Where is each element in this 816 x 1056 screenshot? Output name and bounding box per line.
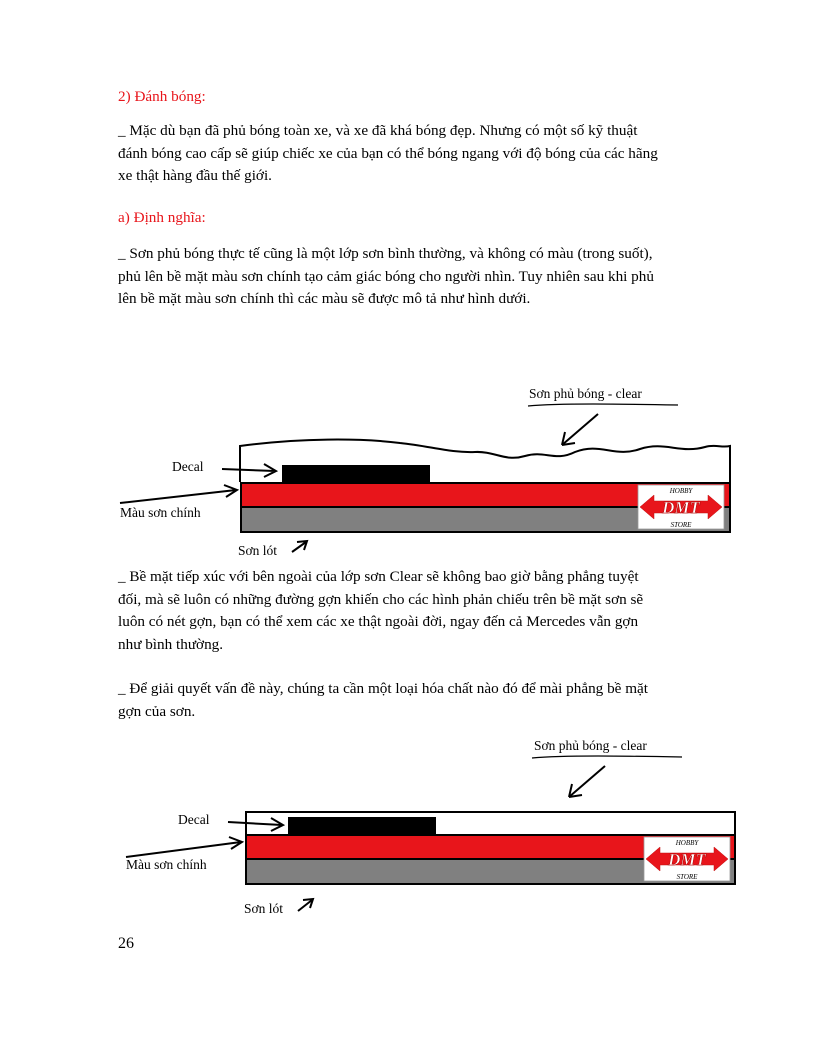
section-heading-polish: 2) Đánh bóng: [118,88,206,105]
paragraph-line: đối, mà sẽ luôn có những đường gợn khiến cho các hình phản chiếu trên bề mặt sơn sẽ [118,590,644,608]
main-color-label: Màu sơn chính [126,857,207,872]
main-color-label: Màu sơn chính [120,505,201,520]
logo-bottom-text: STORE [676,873,698,881]
clear-label-underline [532,756,682,758]
logo-middle-text: DMT [662,498,700,517]
paragraph-line: gợn của sơn. [118,702,196,720]
paragraph-line: như bình thường. [118,635,224,653]
paragraph-line: lên bề mặt màu sơn chính thì các màu sẽ được mô tả như hình dưới. [118,290,531,307]
primer-label: Sơn lót [238,543,278,558]
clear-arrow [569,766,605,797]
main-color-arrow [126,837,242,857]
decal-block [288,817,436,834]
hobby-dmt-store-logo [644,837,730,881]
paragraph-line: _ Mặc dù bạn đã phủ bóng toàn xe, và xe đã khá bóng đẹp. Nhưng có một số kỹ thuật [118,122,638,139]
paragraph-line: xe thật hàng đầu thế giới. [118,167,272,184]
primer-label: Sơn lót [244,901,284,916]
logo-top-text: HOBBY [669,487,693,495]
decal-label: Decal [178,812,210,827]
logo-middle-text: DMT [668,850,706,869]
primer-arrow [298,899,313,911]
clear-coat-label: Sơn phủ bóng - clear [529,386,642,401]
clear-coat-label: Sơn phủ bóng - clear [534,738,647,753]
paragraph-line: _ Bề mặt tiếp xúc với bên ngoài của lớp sơn Clear sẽ không bao giờ bằng phẳng tuyệt [118,568,639,585]
decal-label: Decal [172,459,204,474]
page-number: 26 [118,935,134,952]
paragraph-line: phủ lên bề mặt màu sơn chính tạo cảm giác bóng cho người nhìn. Tuy nhiên sau khi phủ [118,267,654,285]
paragraph-line: luôn có nét gợn, bạn có thể xem các xe thật ngoài đời, ngay đến cả Mercedes vẫn gợn [118,613,639,630]
paragraph-line: _ Sơn phủ bóng thực tế cũng là một lớp sơn bình thường, và không có màu (trong suốt), [118,245,653,262]
section-heading-definition: a) Định nghĩa: [118,209,206,226]
paragraph-line: đánh bóng cao cấp sẽ giúp chiếc xe của bạn có thể bóng ngang với độ bóng của các hãng [118,144,658,162]
logo-bottom-text: STORE [670,521,692,529]
logo-top-text: HOBBY [675,839,699,847]
paragraph-line: _ Để giải quyết vấn đề này, chúng ta cần một loại hóa chất nào đó để mài phẳng bề mặt [118,680,648,697]
